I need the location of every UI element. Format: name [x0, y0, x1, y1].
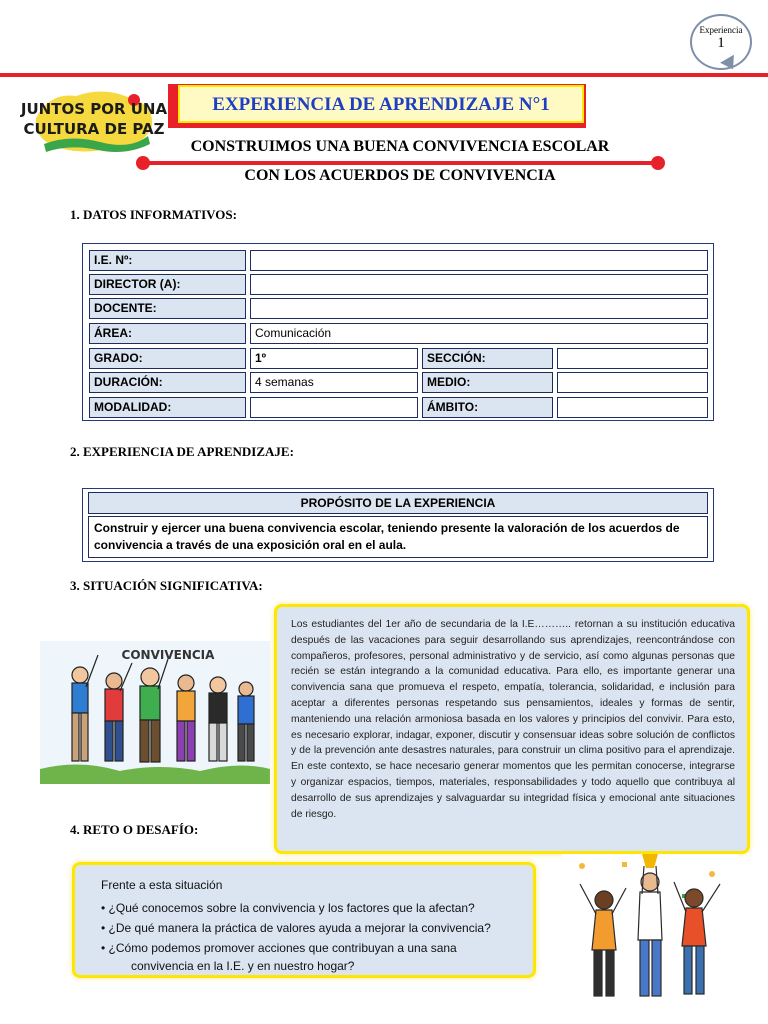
convivencia-image-label: CONVIVENCIA: [121, 648, 215, 662]
field-duracion[interactable]: 4 semanas: [250, 372, 418, 393]
proposito-body: Construir y ejercer una buena convivencia escolar, teniendo presente la valoración de los acuerdos de convivencia a través de una exposición oral en el aula.: [88, 516, 708, 558]
label-ie: I.E. Nº:: [89, 250, 246, 271]
section-heading-datos: 1. DATOS INFORMATIVOS:: [70, 207, 237, 222]
label-modalidad: MODALIDAD:: [89, 397, 246, 418]
situacion-significativa-box: [274, 604, 750, 854]
label-medio: MEDIO:: [422, 372, 553, 393]
field-ambito[interactable]: [557, 397, 708, 418]
label-ambito: ÁMBITO:: [422, 397, 553, 418]
field-grado[interactable]: 1º: [250, 348, 418, 369]
label-seccion: SECCIÓN:: [422, 348, 553, 369]
reto-question-3-cont: convivencia en la I.E. y en nuestro hogar?: [131, 959, 355, 973]
section-heading-experiencia: 2. EXPERIENCIA DE APRENDIZAJE:: [70, 444, 294, 459]
reto-intro: Frente a esta situación: [101, 878, 223, 892]
logo-line-2: CULTURA DE PAZ: [23, 120, 165, 138]
label-docente: DOCENTE:: [89, 298, 246, 319]
label-area: ÁREA:: [89, 323, 246, 344]
reto-box: [72, 862, 536, 978]
proposito-header: PROPÓSITO DE LA EXPERIENCIA: [88, 492, 708, 514]
subtitle-line-1: CONSTRUIMOS UNA BUENA CONVIVENCIA ESCOLAR: [190, 138, 610, 155]
field-area[interactable]: Comunicación: [250, 323, 708, 344]
logo-line-1: JUNTOS POR UNA: [20, 100, 168, 118]
label-director: DIRECTOR (A):: [89, 274, 246, 295]
field-seccion[interactable]: [557, 348, 708, 369]
reto-question-3: • ¿Cómo podemos promover acciones que contribuyan a una sana: [101, 941, 457, 955]
field-director[interactable]: [250, 274, 708, 295]
convivencia-illustration: [40, 641, 270, 784]
field-ie[interactable]: [250, 250, 708, 271]
header-divider: [0, 73, 768, 77]
label-duracion: DURACIÓN:: [89, 372, 246, 393]
situacion-text: Los estudiantes del 1er año de secundaria de la I.E……….. retornan a su institución educativa después de las vacaciones para seguir desarrollando sus aprendizajes, reencontrándose con compañeros, profesores, personal administrativo y de servicio, así como algunas personas que recién se están integrando a la comunidad educativa. Para ello, es importante generar una convivencia sana que promueva el respeto, empatía, tolerancia, solidaridad, e inclusión para aceptar a diferentes personas respetando sus pensamientos, ideales y formas de sentir, manteniendo una relación armoniosa basada en los valores y principios del convivir. Para esto, es necesario explorar, indagar, exponer, discutir y consensuar ideas sobre solución de conflictos y de la prevención ante desastres naturales, para construir un clima positivo para el aprendizaje. En este contexto, se hace necesario generar momentos que les permitan conocerse, integrarse y organizar espacios, tiempos, materiales, responsabilidades y todo aquello que contribuya al desarrollo de sus aprendizajes y salvaguardar su integridad física y emocional ante situaciones de riesgo.: [291, 619, 735, 820]
label-grado: GRADO:: [89, 348, 246, 369]
reto-question-1: • ¿Qué conocemos sobre la convivencia y los factores que la afectan?: [101, 901, 475, 915]
celebrating-students-illustration: [562, 854, 738, 1006]
page-title: EXPERIENCIA DE APRENDIZAJE N°1: [178, 85, 584, 123]
section-heading-situacion: 3. SITUACIÓN SIGNIFICATIVA:: [70, 578, 263, 593]
reto-question-2: • ¿De qué manera la práctica de valores ayuda a mejorar la convivencia?: [101, 921, 491, 935]
subtitle-line-2: CON LOS ACUERDOS DE CONVIVENCIA: [244, 167, 556, 184]
field-docente[interactable]: [250, 298, 708, 319]
section-heading-reto: 4. RETO O DESAFÍO:: [70, 822, 199, 837]
subtitle-divider: [143, 161, 658, 165]
bubble-number: 1: [717, 35, 725, 51]
field-medio[interactable]: [557, 372, 708, 393]
bubble-label: Experiencia: [699, 25, 743, 35]
field-modalidad[interactable]: [250, 397, 418, 418]
